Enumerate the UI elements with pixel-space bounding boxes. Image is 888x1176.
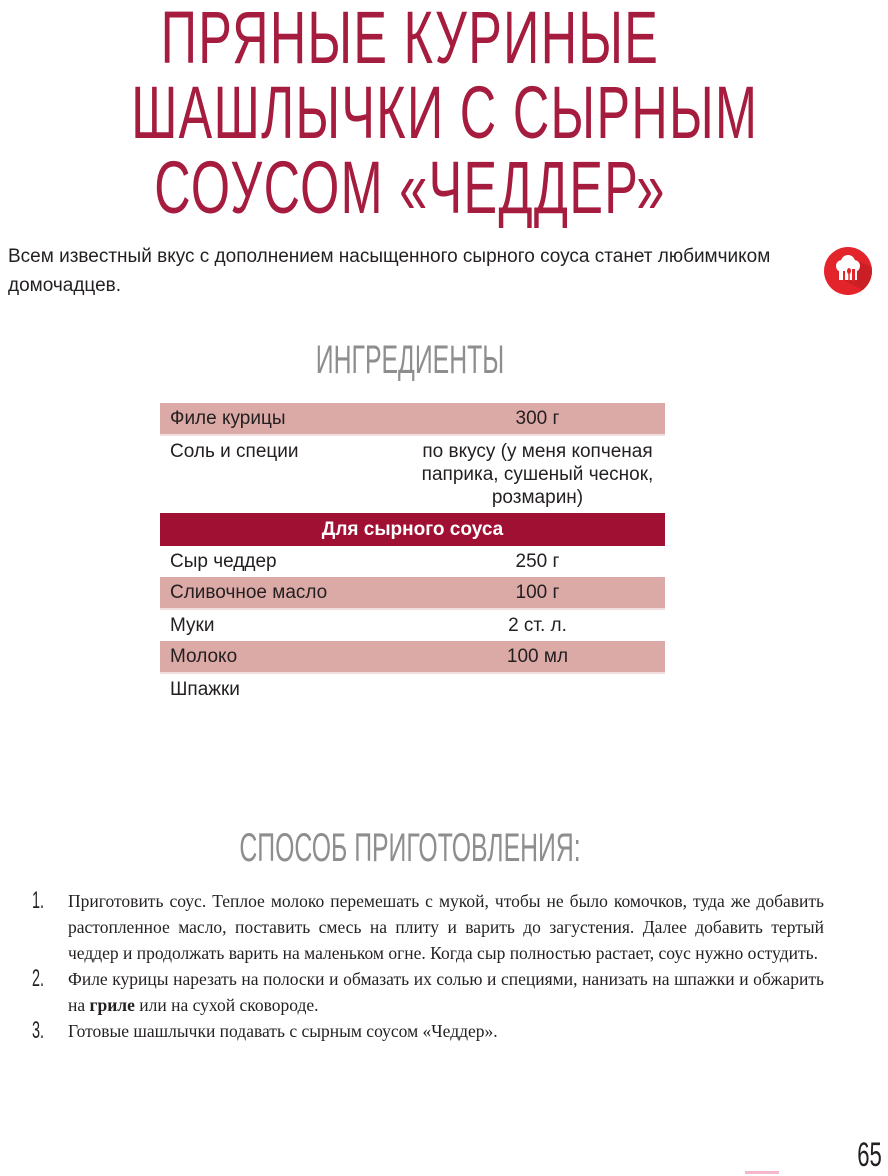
ingredient-amount: 250 г — [515, 551, 560, 572]
ingredient-amount — [410, 673, 665, 705]
ingredients-heading: ИНГРЕДИЕНТЫ — [315, 338, 505, 382]
step-number: 3. — [32, 1017, 45, 1044]
ingredient-amount: 100 мл — [410, 641, 665, 673]
recipe-title — [0, 0, 820, 229]
step-bold-text: гриле — [89, 995, 135, 1015]
title-line: СОУСОМ «ЧЕДДЕР» — [154, 146, 666, 229]
ingredient-name: Молоко — [160, 641, 410, 673]
ingredient-amount: 100 г — [410, 577, 665, 609]
table-row — [160, 546, 665, 577]
sauce-header-row — [160, 513, 665, 546]
step-text: Приготовить соус. Теплое молоко перемешать с мукой, чтобы не было комочков, туда же добавить растопленное масло, поставить смесь на плиту и варить до загустения. Далее добавить тертый чеддер и продолжать варить на маленьком огне. Когда сыр полностью растает, соус нужно остудить. — [68, 891, 824, 963]
ingredient-name: Шпажки — [170, 679, 240, 700]
ingredients-table — [160, 403, 665, 705]
step-item — [24, 888, 824, 966]
step-item — [24, 1018, 824, 1044]
page-number: 65 — [857, 1136, 882, 1174]
ingredient-amount: по вкусу (у меня копченая паприка, сушеный чеснок, розмарин) — [421, 441, 654, 508]
table-row — [160, 641, 665, 673]
chef-hat-icon — [824, 247, 872, 295]
step-number: 2. — [32, 965, 45, 992]
sauce-heading: Для сырного соуса — [160, 513, 665, 546]
step-text: Филе курицы нарезать на полоски и обмазать их солью и специями, нанизать на шпажки и обжарить на — [68, 969, 824, 1015]
steps-list — [24, 888, 824, 1044]
title-line: ШАШЛЫЧКИ С СЫРНЫМ — [131, 71, 759, 154]
table-row — [160, 435, 665, 513]
divider — [745, 1171, 779, 1174]
ingredient-name: Сыр чеддер — [170, 551, 277, 572]
ingredient-name: Филе курицы — [160, 403, 410, 435]
table-row — [160, 577, 665, 609]
method-heading: СПОСОБ ПРИГОТОВЛЕНИЯ: — [239, 826, 581, 870]
ingredient-name: Сливочное масло — [160, 577, 410, 609]
step-number: 1. — [32, 887, 45, 914]
title-line: ПРЯНЫЕ КУРИНЫЕ — [160, 0, 660, 79]
ingredient-amount: 300 г — [410, 403, 665, 435]
table-row — [160, 673, 665, 705]
step-text: или на сухой сковороде. — [134, 995, 319, 1015]
table-row — [160, 403, 665, 435]
ingredient-name: Соль и специи — [170, 441, 299, 462]
ingredient-name: Муки — [170, 615, 215, 636]
step-text: Готовые шашлычки подавать с сырным соусом «Чеддер». — [68, 1021, 498, 1041]
ingredient-amount: 2 ст. л. — [508, 615, 567, 636]
table-row — [160, 609, 665, 641]
step-item — [24, 966, 824, 1018]
intro-text: Всем известный вкус с дополнением насыщенного сырного соуса станет любимчиком домочадцев. — [8, 246, 771, 296]
